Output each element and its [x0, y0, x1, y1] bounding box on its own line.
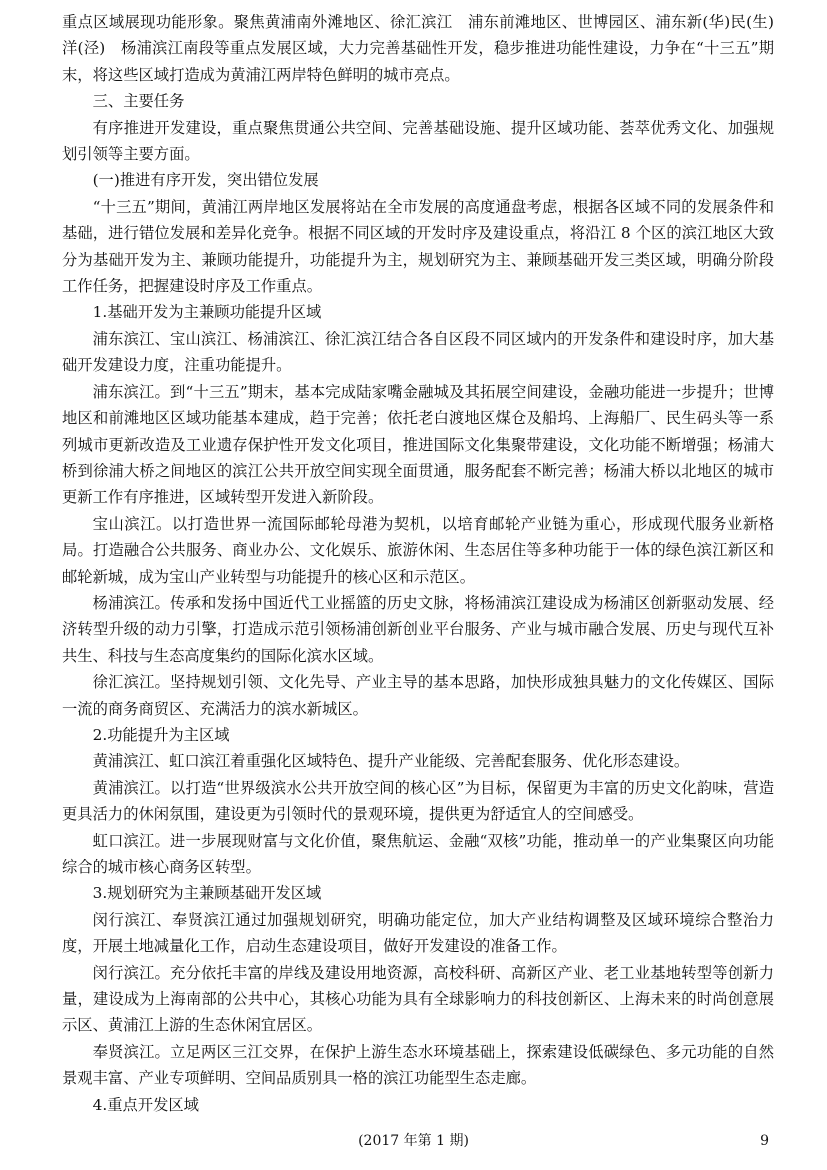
paragraph-pudong-riverside: 浦东滨江。到“十三五”期末，基本完成陆家嘴金融城及其拓展空间建设，金融功能进一步提升；世博地区和前滩地区区域功能基本建成，趋于完善；依托老白渡地区煤仓及船坞、上海船厂、民生码头等一系列城市更新改造及工业遗存保护性开发文化项目，推进国际文化集聚带建设，文化功能不断增强；杨浦大桥到徐浦大桥之间地区的滨江公共开放空间实现全面贯通，服务配套不断完善；杨浦大桥以北地区的城市更新工作有序推进，区域转型开发进入新阶段。	[62, 382, 774, 507]
paragraph-planning-research: 闵行滨江、奉贤滨江通过加强规划研究，明确功能定位，加大产业结构调整及区域环境综合整治力度，开展土地减量化工作，启动生态建设项目，做好开发建设的准备工作。	[62, 910, 774, 956]
heading-orderly-development: (一)推进有序开发，突出错位发展	[92, 171, 319, 190]
paragraph-function-upgrade: 黄浦滨江、虹口滨江着重强化区域特色、提升产业能级、完善配套服务、优化形态建设。	[92, 752, 690, 771]
heading-planning-research: 3.规划研究为主兼顾基础开发区域	[92, 884, 322, 903]
document-body	[62, 9, 774, 1119]
heading-main-tasks: 三、主要任务	[92, 92, 185, 111]
page-number: 9	[760, 1133, 769, 1149]
paragraph-baoshan-riverside: 宝山滨江。以打造世界一流国际邮轮母港为契机，以培育邮轮产业链为重心，形成现代服务业新格局。打造融合公共服务、商业办公、文化娱乐、旅游休闲、生态居住等多种功能于一体的绿色滨江新区和邮轮新城，成为宝山产业转型与功能提升的核心区和示范区。	[62, 514, 774, 586]
paragraph-minhang-riverside: 闵行滨江。充分依托丰富的岸线及建设用地资源，高校科研、高新区产业、老工业基地转型等创新力量，建设成为上海南部的公共中心，其核心功能为具有全球影响力的科技创新区、上海未来的时尚创意展示区、黄浦江上游的生态休闲宜居区。	[62, 963, 774, 1035]
paragraph-orderly-development: “十三五”期间，黄浦江两岸地区发展将站在全市发展的高度通盘考虑，根据各区域不同的发展条件和基础，进行错位发展和差异化竞争。根据不同区域的开发时序及建设重点，将沿江 8 个区的滨江地区大致分为基础开发为主、兼顾功能提升，功能提升为主，规划研究为主、兼顾基础开发三类区域，明确分阶段工作任务，把握建设时序及工作重点。	[62, 197, 774, 296]
paragraph-yangpu-riverside: 杨浦滨江。传承和发扬中国近代工业摇篮的历史文脉，将杨浦滨江建设成为杨浦区创新驱动发展、经济转型升级的动力引擎，打造成示范引领杨浦创新创业平台服务、产业与城市融合发展、历史与现代互补共生、科技与生态高度集约的国际化滨水区域。	[62, 593, 774, 665]
paragraph-fengxian-riverside: 奉贤滨江。立足两区三江交界，在保护上游生态水环境基础上，探索建设低碳绿色、多元功能的自然景观丰富、产业专项鲜明、空间品质别具一格的滨江功能型生态走廊。	[62, 1042, 774, 1088]
issue-label: (2017 年第 1 期)	[358, 1133, 469, 1149]
paragraph-main-tasks-intro: 有序推进开发建设，重点聚焦贯通公共空间、完善基础设施、提升区域功能、荟萃优秀文化、加强规划引领等主要方面。	[62, 118, 774, 164]
paragraph-key-areas-cont: 重点区域展现功能形象。聚焦黄浦南外滩地区、徐汇滨江 浦东前滩地区、世博园区、浦东新(华)民(生)洋(泾) 杨浦滨江南段等重点发展区域，大力完善基础性开发，稳步推进功能性建设，力争在“十三五”期末，将这些区域打造成为黄浦江两岸特色鲜明的城市亮点。	[62, 13, 774, 84]
heading-basic-development: 1.基础开发为主兼顾功能提升区域	[92, 303, 322, 322]
paragraph-hongkou-riverside: 虹口滨江。进一步展现财富与文化价值，聚焦航运、金融“双核”功能，推动单一的产业集聚区向功能综合的城市核心商务区转型。	[62, 831, 774, 876]
paragraph-huangpu-riverside: 黄浦滨江。以打造“世界级滨水公共开放空间的核心区”为目标，保留更为丰富的历史文化韵味，营造更具活力的休闲氛围，建设更为引领时代的景观环境，提供更为舒适宜人的空间感受。	[62, 778, 774, 824]
paragraph-basic-development: 浦东滨江、宝山滨江、杨浦滨江、徐汇滨江结合各自区段不同区域内的开发条件和建设时序，加大基础开发建设力度，注重功能提升。	[62, 329, 774, 375]
page-footer	[0, 1129, 827, 1153]
heading-function-upgrade: 2.功能提升为主区域	[92, 725, 230, 744]
heading-key-development: 4.重点开发区域	[92, 1095, 199, 1114]
paragraph-xuhui-riverside: 徐汇滨江。坚持规划引领、文化先导、产业主导的基本思路，加快形成独具魅力的文化传媒区、国际一流的商务商贸区、充满活力的滨水新城区。	[62, 673, 774, 718]
